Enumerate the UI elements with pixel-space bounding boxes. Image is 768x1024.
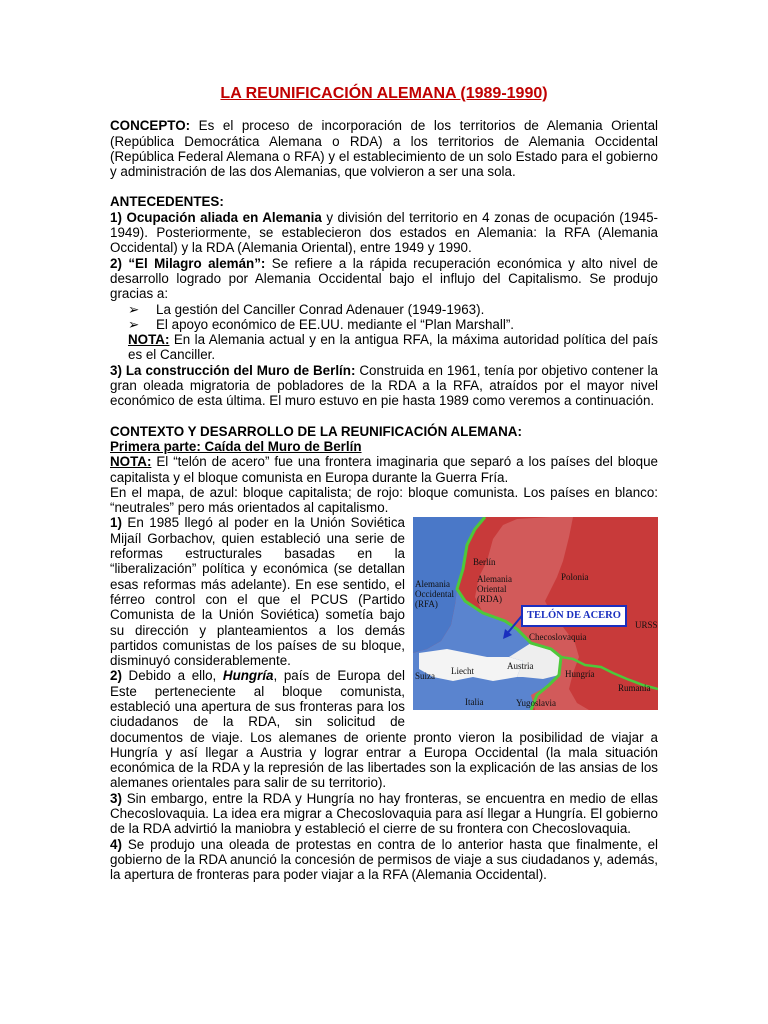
paragraph-number: 1) (110, 515, 122, 531)
bullet-text: El apoyo económico de EE.UU. mediante el “Plan Marshall”. (156, 316, 514, 332)
map-label-urss: URSS (635, 620, 658, 631)
concepto-text: Es el proceso de incorporación de los territorios de Alemania Oriental (República Democrática Alemana o RDA) a los territorios de Alemania Occidental (República Federal Alemana o RFA) y el establecimiento de un solo Estado para el gobierno y administración de las dos Alemanias, que volvieron a ser una sola. (110, 118, 658, 180)
telon-de-acero-label: TELÓN DE ACERO (521, 605, 627, 626)
bullet-item (110, 317, 658, 332)
contexto-heading: CONTEXTO Y DESARROLLO DE LA REUNIFICACIÓN ALEMANA: (110, 423, 522, 439)
map-label-yugoslavia: Yugoslavia (516, 698, 556, 709)
concepto-paragraph (110, 118, 658, 179)
item-text: Se refiere a la rápida recuperación económica y alto nivel de desarrollo logrado por Alemania Occidental bajo el influjo del Capitalismo. Se produjo gracias a: (110, 255, 658, 302)
item-text: y división del territorio en 4 zonas de ocupación (1945-1949). Posteriormente, se establecieron dos estados en Alemania: la RFA (Alemania Occidental) y la RDA (Alemania Oriental), entre 1949 y 1990. (110, 209, 658, 256)
paragraph-text: , país de Europa del Este perteneciente al bloque comunista, estableció una apertura de sus fronteras para los ciudadanos de la RDA, sin solicitud de documentos de viaje. Los alemanes de oriente pronto vieron la posibilidad de viajar a Hungría y así llegar a Austria y lograr entrar a Europa Occidental (la mala situación económica de la RDA y la represión de las libertades son la explicación de las ansias de los alemanes orientales para salir de su territorio). (110, 668, 658, 791)
arrow-bullet-icon: ➢ (128, 316, 140, 332)
paragraph-number: 2) (110, 668, 122, 684)
antecedentes-nota (110, 332, 658, 363)
paragraph-number: 4) (110, 836, 122, 852)
antecedentes-item-2 (110, 256, 658, 302)
antecedentes-item-3 (110, 363, 658, 409)
nota-text: El “telón de acero” fue una frontera imaginaria que separó a los países del bloque capitalista y el bloque comunista en Europa durante la Guerra Fría. (110, 454, 658, 485)
map-label-rda: Alemania Oriental (RDA) (477, 574, 512, 605)
paragraph-text: Se produjo una oleada de protestas en contra de lo anterior hasta que finalmente, el gobierno de la RDA anunció la concesión de permisos de viaje a sus ciudadanos y, además, la apertura de fronteras para poder viajar a la RFA (Alemania Occidental). (110, 836, 658, 883)
contexto-paragraph-4 (110, 837, 658, 883)
arrow-bullet-icon: ➢ (128, 301, 140, 317)
paragraph-text: Debido a ello, (121, 668, 223, 684)
nota-label: NOTA: (110, 454, 152, 470)
item-label: “El Milagro alemán”: (128, 255, 266, 271)
mapa-description: En el mapa, de azul: bloque capitalista; de rojo: bloque comunista. Los países en blanco: “neutrales” pero más orientados al capitalismo. (110, 484, 658, 516)
nota-text: En la Alemania actual y en la antigua RFA, la máxima autoridad política del país es el Canciller. (128, 332, 658, 363)
item-number: 1) (110, 209, 122, 225)
paragraph-text: Sin embargo, entre la RDA y Hungría no hay fronteras, se encuentra en medio de ellas Checoslovaquia. La idea era migrar a Checoslovaquia para así llegar a Hungría. El gobierno de la RDA advirtió la maniobra y estableció el cierre de su frontera con Checoslovaquia. (110, 790, 658, 837)
hungria-emphasis: Hungría (222, 668, 274, 684)
document-page (110, 86, 658, 883)
item-label: Ocupación aliada en Alemania (126, 209, 322, 225)
item-number: 2) (110, 255, 122, 271)
map-label-suiza: Suiza (415, 671, 435, 682)
map-label-berlin: Berlín (473, 557, 496, 568)
contexto-subheading: Primera parte: Caída del Muro de Berlín (110, 438, 362, 454)
iron-curtain-map (413, 517, 658, 710)
contexto-nota (110, 454, 658, 485)
paragraph-text: En 1985 llegó al poder en la Unión Soviética Mijaíl Gorbachov, quien estableció una serie de reformas estructurales basadas en la “liberalización” política y económica (se detallan esas reformas más adelante). En ese sentido, el férreo control con el que el PCUS (Partido Comunista de la Unión Soviética) sometía bajo su dirección y planteamientos a los demás partidos comunistas de los países de su bloque, disminuyó considerablemente. (110, 515, 405, 669)
bullet-item (110, 302, 658, 317)
bullet-text: La gestión del Canciller Conrad Adenauer (1949-1963). (156, 301, 485, 317)
antecedentes-item-1 (110, 210, 658, 256)
page-title: LA REUNIFICACIÓN ALEMANA (1989-1990) (220, 85, 548, 102)
item-number: 3) (110, 362, 122, 378)
paragraph-number: 3) (110, 790, 122, 806)
map-label-rfa: Alemania Occidental (RFA) (415, 579, 454, 610)
map-label-italia: Italia (465, 697, 484, 708)
antecedentes-heading: ANTECEDENTES: (110, 194, 224, 210)
map-label-hungria: Hungría (565, 669, 595, 680)
map-label-rumania: Rumania (618, 683, 651, 694)
map-label-polonia: Polonia (561, 572, 589, 583)
map-label-austria: Austria (507, 661, 534, 672)
map-label-checoslovaquia: Checoslovaquia (529, 632, 587, 643)
concepto-label: CONCEPTO: (110, 118, 191, 134)
nota-label: NOTA: (128, 332, 170, 348)
map-label-liecht: Liecht (451, 666, 474, 677)
item-text: Construida en 1961, tenía por objetivo contener la gran oleada migratoria de pobladores de la RDA a la RFA, atraídos por el mayor nivel económico de esta última. El muro estuvo en pie hasta 1989 como veremos a continuación. (110, 362, 658, 409)
item-label: La construcción del Muro de Berlín: (125, 362, 356, 378)
contexto-paragraph-3 (110, 791, 658, 837)
